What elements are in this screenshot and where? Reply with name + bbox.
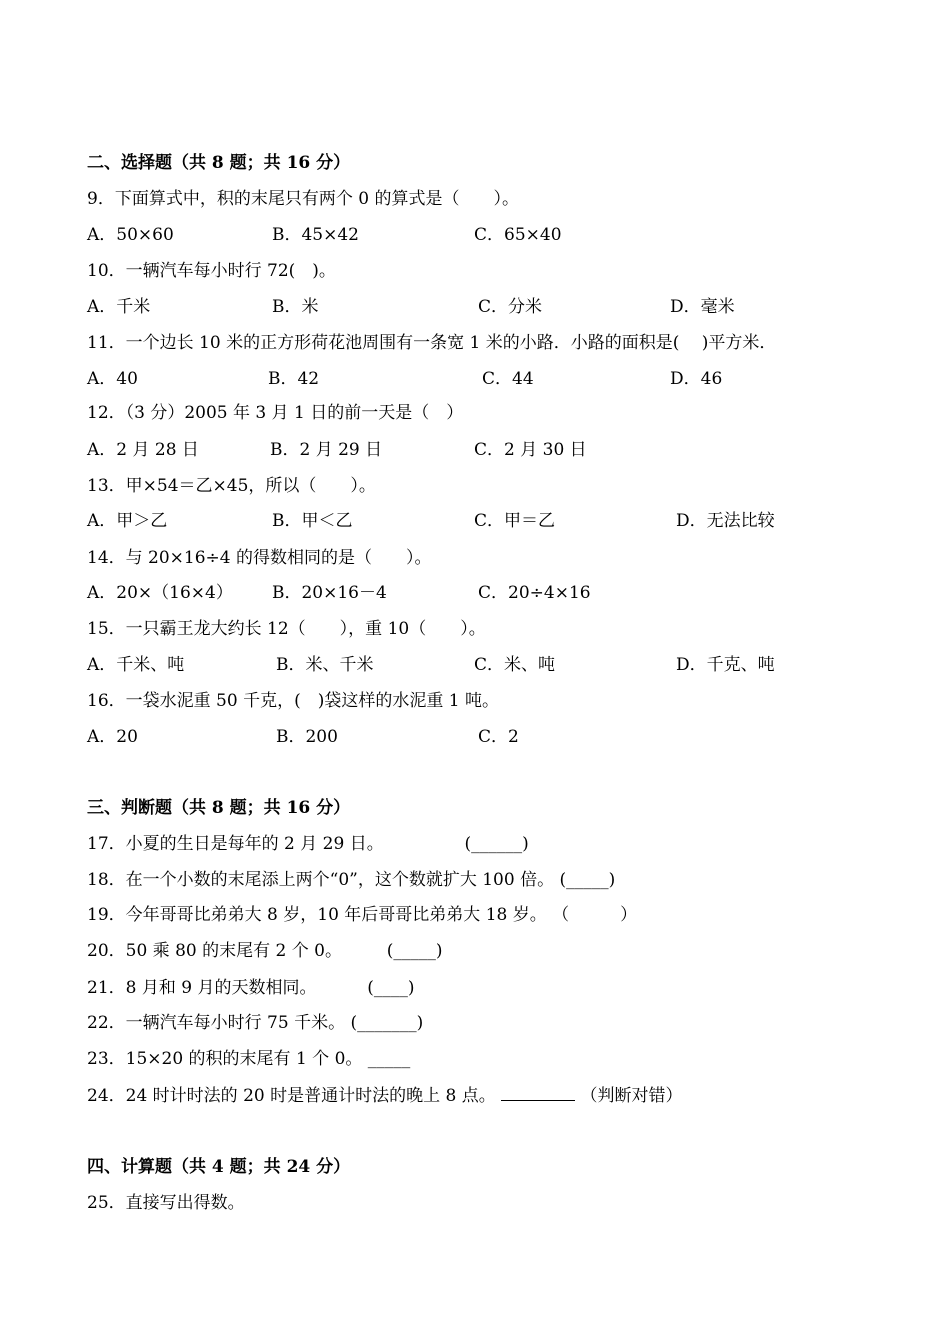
q17-answer-blank[interactable]: (______) bbox=[464, 834, 529, 854]
section-title-calc: 四、计算题（共 4 题；共 24 分） bbox=[87, 1157, 351, 1177]
question-15: 15．一只霸王龙大约长 12（ ），重 10（ ）。 bbox=[87, 619, 486, 639]
question-22 bbox=[87, 1012, 423, 1034]
q14-option-c: C．20÷4×16 bbox=[478, 583, 591, 603]
question-16: 16．一袋水泥重 50 千克，( )袋这样的水泥重 1 吨。 bbox=[87, 691, 499, 711]
question-23 bbox=[87, 1048, 410, 1070]
q10-option-a: A．千米 bbox=[87, 297, 151, 317]
question-18 bbox=[87, 869, 615, 891]
question-20 bbox=[87, 940, 443, 962]
q19-text: 19．今年哥哥比弟弟大 8 岁，10 年后哥哥比弟弟大 18 岁。 bbox=[87, 905, 547, 925]
q18-answer-blank[interactable]: (_____) bbox=[559, 870, 616, 890]
q21-answer-blank[interactable]: (____) bbox=[367, 978, 415, 998]
question-14: 14．与 20×16÷4 的得数相同的是（ ）。 bbox=[87, 548, 432, 568]
q9-option-b: B．45×42 bbox=[272, 225, 360, 245]
q12-option-c: C．2 月 30 日 bbox=[474, 440, 587, 460]
q13-option-a: A．甲＞乙 bbox=[87, 511, 168, 531]
section-title-judge: 三、判断题（共 8 题；共 16 分） bbox=[87, 798, 351, 818]
question-17 bbox=[87, 833, 529, 855]
q11-option-a: A．40 bbox=[87, 369, 138, 389]
q21-text: 21．8 月和 9 月的天数相同。 bbox=[87, 978, 317, 998]
question-24 bbox=[87, 1084, 683, 1107]
q20-text: 20．50 乘 80 的末尾有 2 个 0。 bbox=[87, 941, 342, 961]
q24-text: 24．24 时计时法的 20 时是普通计时法的晚上 8 点。 bbox=[87, 1086, 496, 1106]
q15-option-b: B．米、千米 bbox=[276, 655, 374, 675]
q12-option-b: B．2 月 29 日 bbox=[270, 440, 383, 460]
question-9: 9．下面算式中，积的末尾只有两个 0 的算式是（ ）。 bbox=[87, 189, 519, 209]
q14-option-a: A．20×（16×4） bbox=[87, 583, 233, 603]
question-13: 13．甲×54＝乙×45，所以（ ）。 bbox=[87, 476, 376, 496]
q24-answer-blank[interactable] bbox=[501, 1084, 575, 1101]
q14-option-b: B．20×16－4 bbox=[272, 583, 387, 603]
question-12: 12．（3 分）2005 年 3 月 1 日的前一天是（ ） bbox=[87, 403, 464, 423]
q15-option-d: D．千克、吨 bbox=[676, 655, 775, 675]
q13-option-d: D．无法比较 bbox=[676, 511, 775, 531]
q16-option-b: B．200 bbox=[276, 727, 338, 747]
question-21 bbox=[87, 977, 415, 999]
q13-option-c: C．甲＝乙 bbox=[474, 511, 556, 531]
q23-text: 23．15×20 的积的末尾有 1 个 0。 bbox=[87, 1049, 363, 1069]
q10-option-d: D．毫米 bbox=[670, 297, 735, 317]
q22-answer-blank[interactable]: (_______) bbox=[350, 1013, 424, 1033]
q15-option-c: C．米、吨 bbox=[474, 655, 556, 675]
question-19 bbox=[87, 904, 637, 926]
q20-answer-blank[interactable]: (_____) bbox=[386, 941, 443, 961]
q10-option-b: B．米 bbox=[272, 297, 319, 317]
q13-option-b: B．甲＜乙 bbox=[272, 511, 353, 531]
q24-instruction: （判断对错） bbox=[580, 1086, 683, 1106]
question-11: 11．一个边长 10 米的正方形荷花池周围有一条宽 1 米的小路．小路的面积是( )平方米． bbox=[87, 333, 777, 353]
q9-option-a: A．50×60 bbox=[87, 225, 174, 245]
q16-option-a: A．20 bbox=[87, 727, 138, 747]
q11-option-c: C．44 bbox=[482, 369, 534, 389]
q12-option-a: A．2 月 28 日 bbox=[87, 440, 199, 460]
question-25: 25．直接写出得数。 bbox=[87, 1193, 245, 1213]
q17-text: 17．小夏的生日是每年的 2 月 29 日。 bbox=[87, 834, 384, 854]
q11-option-d: D．46 bbox=[670, 369, 723, 389]
q18-text: 18．在一个小数的末尾添上两个“0”，这个数就扩大 100 倍。 bbox=[87, 870, 555, 890]
q19-answer-blank[interactable]: （ ） bbox=[552, 905, 638, 925]
question-10: 10．一辆汽车每小时行 72( )。 bbox=[87, 261, 336, 281]
q11-option-b: B．42 bbox=[268, 369, 320, 389]
q16-option-c: C．2 bbox=[478, 727, 519, 747]
q15-option-a: A．千米、吨 bbox=[87, 655, 185, 675]
q22-text: 22．一辆汽车每小时行 75 千米。 bbox=[87, 1013, 346, 1033]
q23-answer-blank[interactable]: _____ bbox=[367, 1049, 411, 1069]
q9-option-c: C．65×40 bbox=[474, 225, 562, 245]
q10-option-c: C．分米 bbox=[478, 297, 543, 317]
section-title-choice: 二、选择题（共 8 题；共 16 分） bbox=[87, 153, 351, 173]
